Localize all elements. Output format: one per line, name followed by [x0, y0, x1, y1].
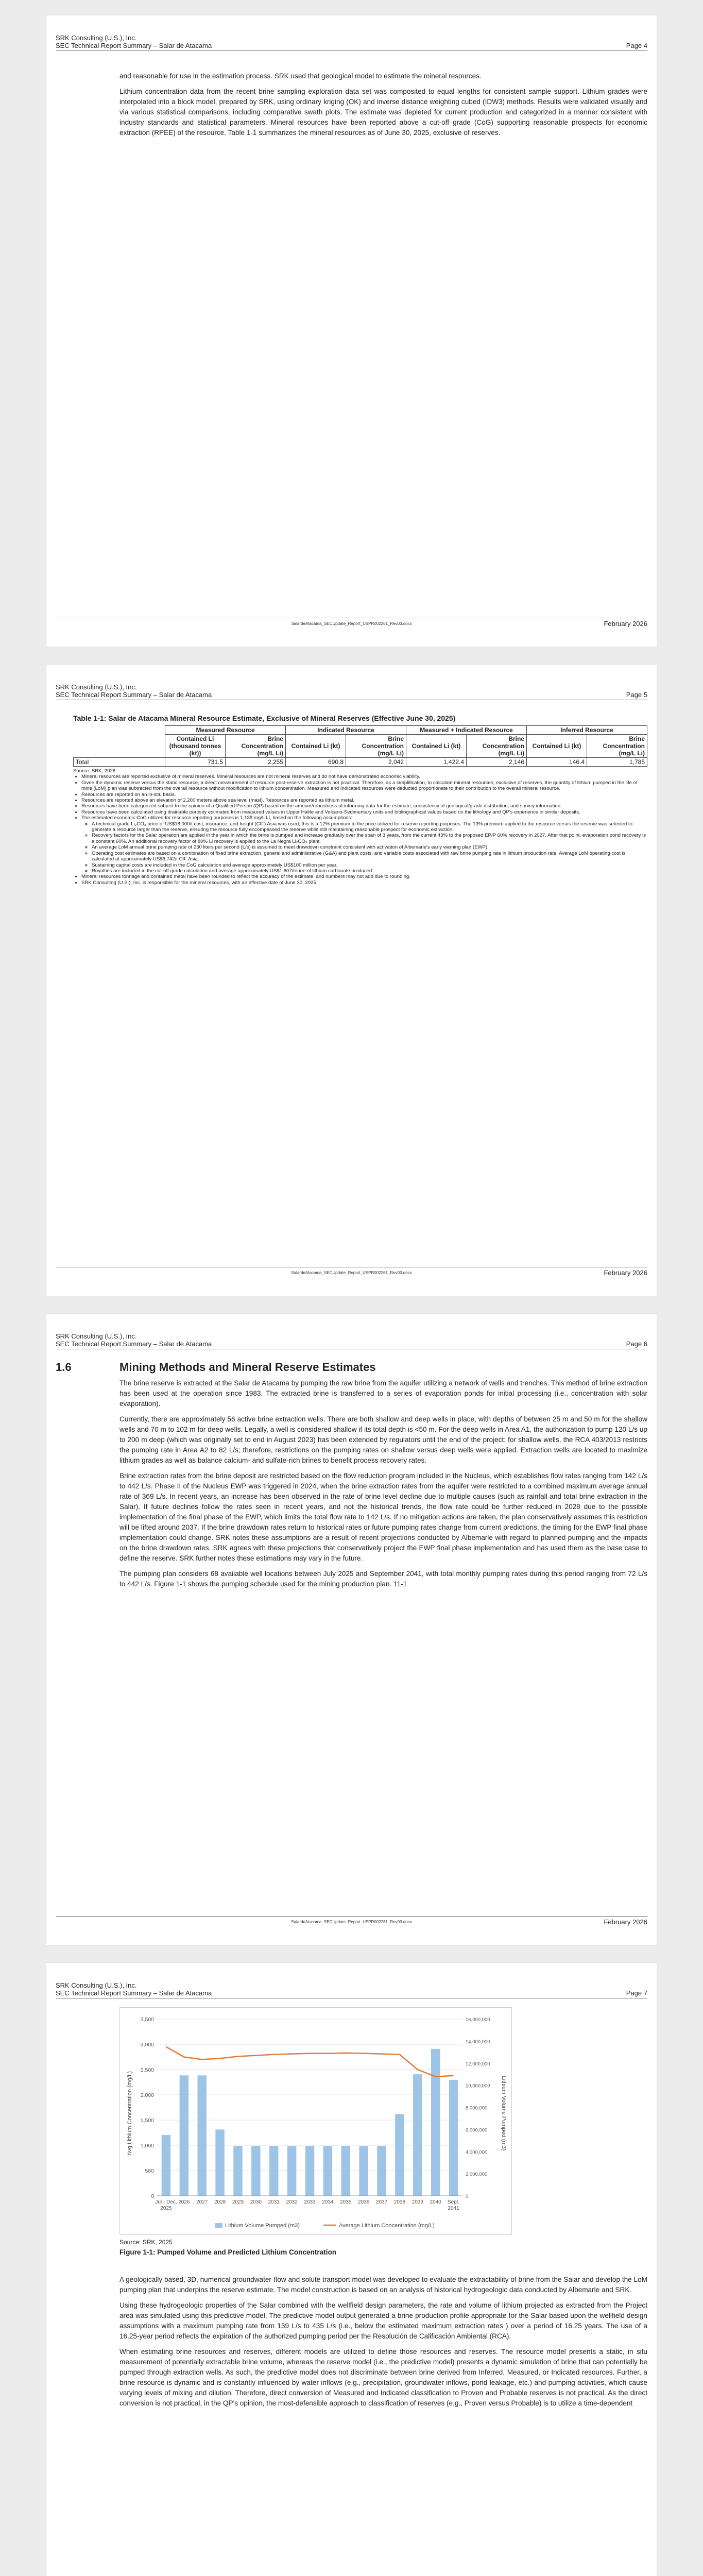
page-body	[119, 2275, 647, 2414]
x-tick-label: Sept. 2041	[447, 2199, 460, 2211]
bar	[449, 2080, 458, 2196]
y-tick-label: 2,500	[140, 2067, 154, 2073]
page-body	[119, 71, 647, 143]
header-company: SRK Consulting (U.S.), Inc.	[56, 1981, 137, 1989]
bar	[377, 2146, 386, 2196]
pumping-chart	[119, 2007, 512, 2235]
y2-tick-label: 0	[466, 2194, 469, 2199]
header-report-title: SEC Technical Report Summary – Salar de Atacama	[56, 691, 212, 699]
note-item: • Resources have been calculated using drainable porosity estimated from measured values in Upper Halite and Volcano-Sedimentary units and bibliographical values based on the lithology and QP's experience in similar deposits.	[81, 809, 647, 815]
section-heading	[56, 1361, 376, 1374]
bar	[287, 2146, 296, 2196]
column-header: Brine Concentration (mg/L Li)	[467, 735, 527, 758]
paragraph: Lithium concentration data from the recent brine sampling exploration data set was composited to equal lengths for consistent sample support. Lithium grades were interpolated into a block model, prepared by SRK, using ordinary kriging (OK) and inverse distance weighting cubed (IDW3) methods. Results were validated visually and via various statistical comparisons, including comparative swath plots. The estimate was depleted for current production and categorized in a manner consistent with industry standards and statistical parameters. Mineral resources have been reported above a cut-off grade (CoG) supporting reasonable prospects for economic extraction (RPEE) of the resource. Table 1-1 summarizes the mineral resources as of June 30, 2025, exclusive of reserves.	[119, 88, 647, 137]
y2-tick-label: 2,000,000	[466, 2172, 488, 2178]
y2-axis-label: Lithium Volume Pumped (m3)	[501, 2076, 507, 2151]
paragraph: Using these hydrogeologic properties of the Salar combined with the wellfield design parameters, the rate and volume of lithium projected as extracted from the Project area was simulated using this predictive model. The predictive model output generated a brine production profile appropriate for the Salar based upon the wellfield design assumptions with a maximum pumping rate from 139 L/s to 435 L/s (i.e., below the estimated maximum extraction rates ) over a period of 16.25 years. The use of a 16.25-year period reflects the expiration of the authorized pumping period per the Resolución de Calificación Ambiental (RCA).	[119, 2301, 647, 2340]
chart-svg	[120, 2008, 511, 2234]
y2-tick-label: 4,000,000	[466, 2149, 488, 2156]
y-tick-label: 0	[151, 2193, 154, 2199]
note-item: • Mineral resources are reported exclusive of mineral reserves. Mineral resources are not mineral reserves and do not have demonstrated economic viability.	[81, 774, 647, 779]
column-header: Brine Concentration (mg/L Li)	[346, 735, 406, 758]
bar	[180, 2075, 188, 2196]
resource-table	[73, 725, 647, 767]
paragraph: A geologically based, 3D, numerical groundwater-flow and solute transport model was developed to evaluate the extractability of brine from the Salar and develop the LoM pumping plan that underpins the reserve estimate. The model construction is based on an analysis of historical hydrogeologic data conducted by Albemarle and SRK.	[119, 2276, 647, 2294]
y2-tick-label: 8,000,000	[466, 2105, 488, 2111]
note-item: • Mineral resources tonnage and contained metal have been rounded to reflect the accuracy of the estimate, and numbers may not add due to rounding.	[81, 874, 647, 879]
report-page	[46, 15, 657, 647]
y-tick-label: 1,500	[140, 2117, 154, 2124]
x-tick-label: 2037	[375, 2199, 388, 2205]
paragraph: The pumping plan considers 68 available well locations between July 2025 and September 2041, with total monthly pumping rates during this period ranging from 72 L/s to 442 L/s. Figure 1-1 shows the pumping schedule used for the mining production plan. 11-1	[119, 1570, 647, 1588]
table-cell: 2,255	[226, 758, 286, 767]
note-item: • Resources have been categorized subject to the opinion of a Qualified Person (QP) based on the amount/robustness of informing data for the estimate, consistency of geological/grade distribution, and survey information.	[81, 803, 647, 809]
column-header: Contained Li (kt)	[406, 735, 467, 758]
bar	[269, 2146, 278, 2196]
header-report-title: SEC Technical Report Summary – Salar de Atacama	[56, 42, 212, 49]
section-title: Mining Methods and Mineral Reserve Estimates	[119, 1361, 376, 1374]
footer-filename: SalardeAtacama_SECUpdate_Report_USPR002261_Rev03.docx	[291, 1920, 412, 1924]
y2-tick-label: 6,000,000	[466, 2127, 488, 2133]
bar	[359, 2146, 368, 2196]
sub-note-item: ◦ An average LoM annual brine pumping rate of 230 liters per second (L/s) is assumed to meet drawdown constraint consistent with activation of Albemarle's early warning plan (EWP).	[92, 844, 647, 850]
x-tick-label: 2036	[358, 2199, 370, 2205]
header-report-title: SEC Technical Report Summary – Salar de Atacama	[56, 1989, 212, 1997]
bar	[323, 2146, 332, 2196]
page-footer	[56, 1267, 647, 1277]
x-tick-label: 2029	[232, 2199, 244, 2205]
y-tick-label: 1,000	[140, 2143, 154, 2149]
column-group-header: Inferred Resource	[527, 726, 647, 735]
page-number: Page 4	[626, 42, 647, 49]
paragraph: Brine extraction rates from the brine deposit are restricted based on the flow reduction program included in the Nucleus, which establishes flow rates ranging from 142 L/s to 442 L/s. Phase II of the Nucleus EWP was triggered in 2024, when the brine extraction rates from the aquifer were restricted to a combined maximum average annual rate of 369 L/s. In recent years, an increase has been observed in the rate of brine level decline due to multiple causes (such as rainfall and total brine extraction in the Salar). If future declines follow the rates seen in recent years, and not the historical trends, the flow rate could be further reduced in 2028 due to the possible implementation of the final phase of the EWP, which limits the total flow rate to 142 L/s. If no mitigation actions are taken, the plan conservatively assumes this restriction will be lifted around 2037. If the brine drawdown rates return to historical rates or future pumping rates change from current predictions, the timing for the EWP final phase implementation could change. SRK notes these assumptions are a result of recent projections conducted by Albemarle with regard to planned pumping and the impacts on the brine drawdown rates. SRK agrees with these projections that conservatively project the EWP final phase implementation and has used them as the base case to define the reserve. SRK further notes these estimations may vary in the future.	[119, 1472, 647, 1562]
page-header	[56, 683, 647, 700]
page-header	[56, 34, 647, 51]
column-header: Brine Concentration (mg/L Li)	[587, 735, 647, 758]
bar	[431, 2049, 440, 2196]
table-cell: 690.8	[286, 758, 346, 767]
report-page	[46, 1314, 657, 1945]
table-cell: 2,146	[467, 758, 527, 767]
page-header	[56, 1332, 647, 1349]
bar	[215, 2129, 224, 2196]
bar	[251, 2146, 260, 2196]
column-header: Brine Concentration (mg/L Li)	[226, 735, 286, 758]
bar	[233, 2146, 242, 2196]
y2-tick-label: 12,000,000	[466, 2061, 490, 2067]
figure-caption: Figure 1-1: Pumped Volume and Predicted Lithium Concentration	[119, 2248, 337, 2256]
table-notes	[73, 768, 647, 886]
x-tick-label: 2031	[268, 2199, 280, 2205]
note-item: • Resources are reported above an elevation of 2,200 meters above sea level (masl). Resources are reported as lithium metal.	[81, 798, 647, 803]
footer-filename: SalardeAtacama_SECUpdate_Report_USPR002261_Rev03.docx	[291, 1270, 412, 1275]
table-caption: Table 1-1: Salar de Atacama Mineral Resource Estimate, Exclusive of Mineral Reserves (Effective June 30, 2025)	[73, 714, 456, 722]
chart-bars	[162, 2049, 458, 2196]
bar	[395, 2114, 404, 2196]
table-cell: 2,042	[346, 758, 406, 767]
footer-filename: SalardeAtacama_SECUpdate_Report_USPR002261_Rev03.docx	[291, 621, 412, 626]
page-number: Page 7	[626, 1989, 647, 1997]
page-number: Page 5	[626, 691, 647, 699]
x-tick-label: 2034	[322, 2199, 334, 2205]
note-item: • Resources are reported on an in-situ basis.	[81, 792, 647, 798]
paragraph: When estimating brine resources and reserves, different models are utilized to define those resources and reserves. The resource model presents a static, in situ measurement of potentially extractable brine volume, whereas the reserve model (i.e., the predictive model) presents a dynamic simulation of brine that can potentially be pumped through extraction wells. As such, the predictive model does not discriminate between brine derived from Inferred, Measured, or Indicated resources. Further, a brine resource is dynamic and is constantly influenced by water inflows (e.g., precipitation, groundwater inflows, pond leakage, etc.) and pumping activities, which cause varying levels of mixing and dilution. Therefore, direct conversion of Measured and Indicated classification to Proven and Probable reserves is not practical. As the direct conversion is not practical, in the QP's opinion, the most-defensible approach to classification of reserves (e.g., Proven versus Probable) is to utilize a time-dependent	[119, 2348, 647, 2407]
footer-date: February 2026	[604, 1918, 647, 1926]
table-cell: 146.4	[527, 758, 587, 767]
bar	[341, 2146, 350, 2196]
bar	[197, 2075, 206, 2196]
footer-date: February 2026	[604, 1269, 647, 1277]
y-tick-label: 500	[145, 2168, 154, 2174]
page-number: Page 6	[626, 1340, 647, 1348]
y2-tick-label: 14,000,000	[466, 2039, 490, 2045]
sub-note-item: ◦ Sustaining capital costs are included in the CoG calculation and average approximately US$100 million per year.	[92, 862, 647, 868]
paragraph: and reasonable for use in the estimation process. SRK used that geological model to estimate the mineral resources.	[119, 72, 482, 80]
paragraph: The brine reserve is extracted at the Salar de Atacama by pumping the raw brine from the aquifer utilizing a network of wells and trenches. This method of brine extraction has been used at the operation since 1983. The extracted brine is transferred to a series of evaporation ponds for initial processing (i.e., concentration with solar evaporation).	[119, 1379, 647, 1408]
table-block	[73, 714, 647, 886]
table-cell: 731.5	[165, 758, 226, 767]
column-group-header: Measured Resource	[165, 726, 286, 735]
sub-note-item: ◦ Operating cost estimates are based on a combination of fixed brine extraction, general and administrative (G&A) and plant costs, and variable costs associated with raw brine pumping rate in lithium production rate. Average LoM operating cost is calculated at approximately US$6,742/t CIF Asia.	[92, 851, 647, 862]
page-header	[56, 1981, 647, 1998]
legend-label-bars: Lithium Volume Pumped (m3)	[225, 2223, 300, 2229]
x-tick-label: 2028	[214, 2199, 226, 2205]
bar	[162, 2135, 170, 2196]
sub-note-item: ◦ A technical grade Li₂CO₃ price of US$18,000/t cost, insurance, and freight (CIF) Asia was used; this is a 12% premium to the price utilized for reserve reporting purposes. The 13% premium applied to the resource versus the reserve was selected to generate a resource larger than the reserve, ensuring the resource fully encompassed the reserve while still maintaining reasonable prospect for economic extraction.	[92, 821, 647, 833]
y-tick-label: 3,000	[140, 2042, 154, 2048]
x-tick-label: 2032	[286, 2199, 298, 2205]
note-item: • SRK Consulting (U.S.), Inc. is responsible for the mineral resources, with an effective date of June 30, 2025.	[81, 880, 647, 886]
x-tick-label: Jul - Dec, 2025	[155, 2199, 177, 2211]
paragraph: Currently, there are approximately 56 active brine extraction wells. There are both shallow and deep wells in place, with depths of between 25 m and 50 m for the shallow wells and 70 m to 102 m for deep wells. Legally, a well is considered shallow if its total depth is <50 m. For the deep wells in Area A1, the authorization to pump 120 L/s up to 200 m deep (which was originally set to end in August 2023) has been extended by regulators until the end of the project; for shallow wells, the RCA 403/2013 restricts the pumping rate in Area A2 to 82 L/s; therefore, restrictions on the pumping rates on shallow versus deep wells were applied. Extraction wells are located to maximize lithium grades as well as balance calcium- and sulfate-rich brines to benefit process recovery rates.	[119, 1415, 647, 1464]
figure-source: Source: SRK, 2025	[119, 2239, 173, 2246]
x-tick-label: 2040	[430, 2199, 441, 2205]
table-row	[74, 758, 647, 767]
bar	[305, 2146, 314, 2196]
sub-note-item: ◦ Recovery factors for the Salar operation are applied in the year in which the brine is pumped and increase gradually over the span of 3 years, from the current 43% to the proposed EP/P 60% recovery in 2027. After that point, evaporation pond recovery is a constant 60%. An additional recovery factor of 80% Li recovery is applied to the La Negra Li₂CO₃ plant.	[92, 833, 647, 844]
x-tick-label: 2033	[304, 2199, 316, 2205]
column-header: Contained Li (kt)	[286, 735, 346, 758]
y2-tick-label: 10,000,000	[466, 2083, 490, 2089]
page-footer	[56, 618, 647, 628]
note-text: The estimated economic CoG utilized for resource reporting purposes is 1,138 mg/L Li, based on the following assumptions:	[81, 815, 352, 821]
report-page	[46, 665, 657, 1296]
page-body	[119, 1378, 647, 1595]
x-tick-label: 2038	[393, 2199, 406, 2205]
sub-note-item: ◦ Royalties are included in the cut-off grade calculation and average approximately US$1,607/tonne of lithium carbonate produced.	[92, 868, 647, 874]
y-axis-label: Avg Lithium Concentration (mg/L)	[127, 2071, 133, 2156]
legend-label-line: Average Lithium Concentration (mg/L)	[339, 2223, 435, 2229]
chart-line	[166, 2047, 453, 2077]
header-report-title: SEC Technical Report Summary – Salar de Atacama	[56, 1340, 212, 1348]
y-tick-label: 3,500	[140, 2016, 154, 2023]
bar	[413, 2074, 422, 2196]
column-header: Contained Li (kt)	[527, 735, 587, 758]
table-source: Source: SRK, 2026	[73, 768, 116, 774]
x-tick-label: 2026	[178, 2199, 190, 2205]
legend-swatch-bars	[215, 2223, 222, 2228]
column-group-header: Measured + Indicated Resource	[406, 726, 527, 735]
note-item	[81, 815, 647, 874]
y-tick-label: 2,000	[140, 2092, 154, 2098]
concentration-line	[166, 2047, 453, 2077]
section-number: 1.6	[56, 1361, 72, 1374]
footer-date: February 2026	[604, 620, 647, 628]
x-tick-label: 2027	[196, 2199, 208, 2205]
table-cell: 1,422.4	[406, 758, 467, 767]
column-header: Contained Li (thousand tonnes (kt))	[165, 735, 226, 758]
header-company: SRK Consulting (U.S.), Inc.	[56, 683, 137, 691]
header-company: SRK Consulting (U.S.), Inc.	[56, 34, 137, 42]
x-tick-label: 2039	[411, 2199, 423, 2205]
column-group-header: Indicated Resource	[286, 726, 406, 735]
page-footer	[56, 1916, 647, 1926]
y2-tick-label: 16,000,000	[466, 2017, 490, 2023]
note-item: • Given the dynamic reserve versus the static resource, a direct measurement of resource post-reserve extraction is not practical. Therefore, as a simplification, to calculate mineral resources, exclusive of reserves, the quantity of lithium pumped in the life of mine (LoM) plan was subtracted from the overall resource without modification to lithium concentration. Measured and Indicated resources were deducted proportionate to their contribution to the overall mineral resource.	[81, 780, 647, 792]
table-cell: 1,785	[587, 758, 647, 767]
report-page	[46, 1963, 657, 2576]
row-label: Total	[74, 758, 165, 767]
x-tick-label: 2030	[250, 2199, 262, 2205]
header-company: SRK Consulting (U.S.), Inc.	[56, 1332, 137, 1340]
x-tick-label: 2035	[340, 2199, 352, 2205]
